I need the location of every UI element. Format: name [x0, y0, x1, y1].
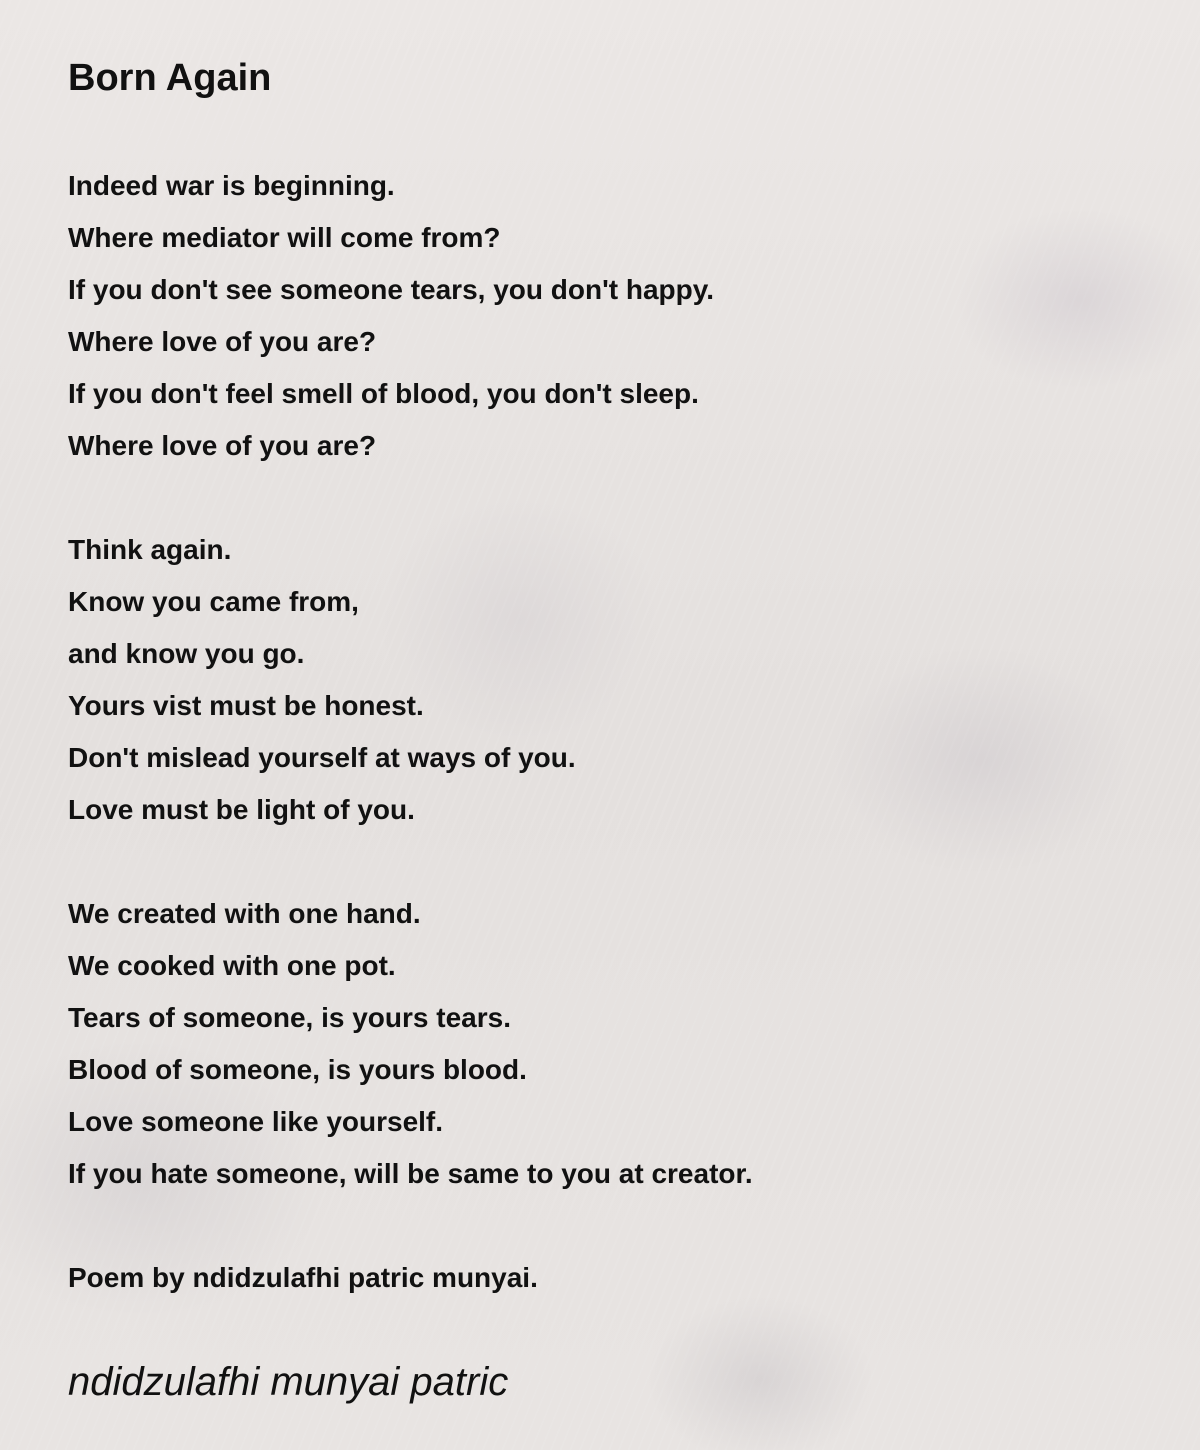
poem-line: Know you came from, [68, 586, 359, 617]
poem-byline: Poem by ndidzulafhi patric munyai. [68, 1262, 538, 1293]
poem-line: Love someone like yourself. [68, 1106, 444, 1137]
poem-title: Born Again [68, 57, 272, 99]
poem-body [68, 160, 1148, 1304]
stanza-3 [68, 888, 1148, 1200]
poem-line: Where love of you are? [68, 430, 377, 461]
poem-line: Think again. [68, 534, 232, 565]
stanza-2 [68, 524, 1148, 836]
poem-line: and know you go. [68, 638, 305, 669]
stanza-1 [68, 160, 1148, 472]
poem-line: We cooked with one pot. [68, 950, 396, 981]
poem-line: Where mediator will come from? [68, 222, 501, 253]
poem-line: If you hate someone, will be same to you at creator. [68, 1158, 753, 1189]
poem-line: Tears of someone, is yours tears. [68, 1002, 511, 1033]
poem-line: Yours vist must be honest. [68, 690, 424, 721]
poem-line: Don't mislead yourself at ways of you. [68, 742, 576, 773]
poem-line: Love must be light of you. [68, 794, 415, 825]
poem-line: Indeed war is beginning. [68, 170, 395, 201]
poem-line: If you don't see someone tears, you don't happy. [68, 274, 714, 305]
poem-line: If you don't feel smell of blood, you don't sleep. [68, 378, 699, 409]
poem-line: Blood of someone, is yours blood. [68, 1054, 527, 1085]
poem-line: Where love of you are? [68, 326, 377, 357]
poem-line: We created with one hand. [68, 898, 421, 929]
author-signature: ndidzulafhi munyai patric [68, 1360, 509, 1404]
poem-page [68, 56, 1148, 1406]
